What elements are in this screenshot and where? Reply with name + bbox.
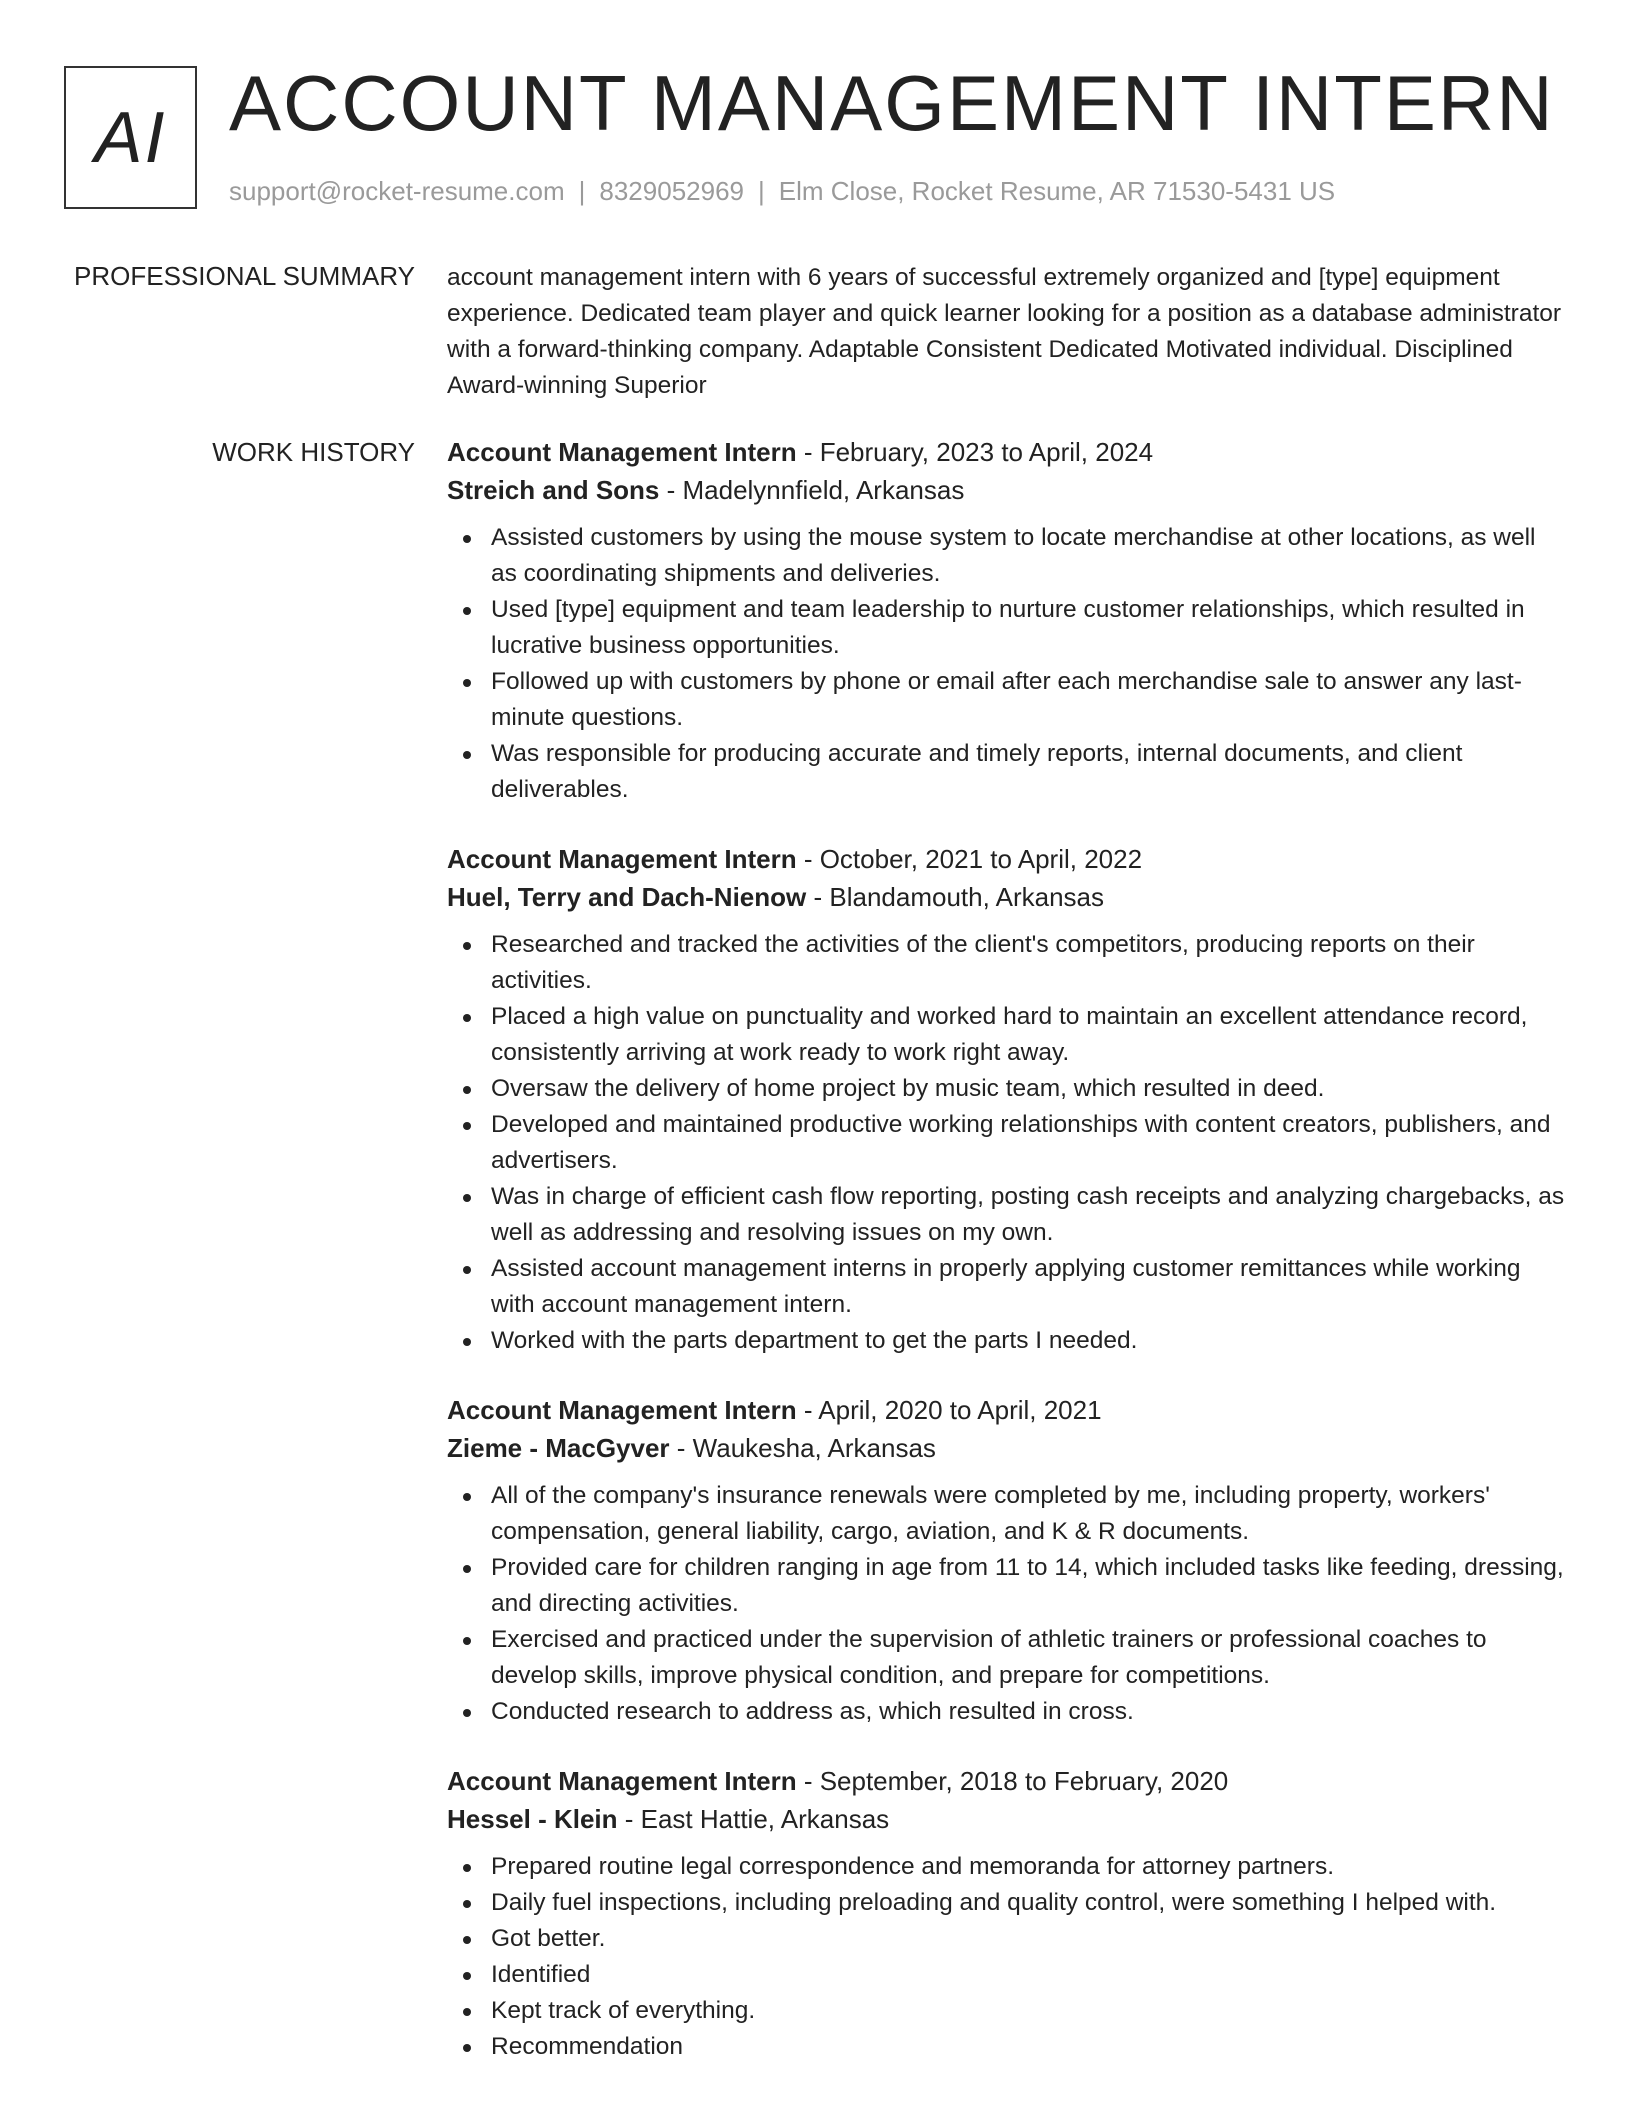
job-company: Streich and Sons bbox=[447, 475, 660, 505]
job-title: Account Management Intern bbox=[447, 844, 797, 874]
job-bullet: Recommendation bbox=[447, 2029, 1567, 2065]
job-bullet: Worked with the parts department to get the parts I needed. bbox=[447, 1323, 1567, 1359]
job-title-line bbox=[447, 433, 1567, 471]
job-bullet: Kept track of everything. bbox=[447, 1993, 1567, 2029]
monogram-logo: AI bbox=[64, 66, 197, 209]
contact-address: Elm Close, Rocket Resume, AR 71530-5431 US bbox=[778, 176, 1336, 206]
job-title-line bbox=[447, 840, 1567, 878]
summary-text: account management intern with 6 years of successful extremely organized and [type] equipment experience. Dedicated team player and quick learner looking for a position as a database administrator with a forward-thinking company. Adaptable Consistent Dedicated Motivated individual. Disciplined Award-winning Superior bbox=[447, 264, 1562, 399]
job-bullet: Followed up with customers by phone or email after each merchandise sale to answer any last-minute questions. bbox=[447, 664, 1567, 736]
job-title-line bbox=[447, 1391, 1567, 1429]
job-bullet: Used [type] equipment and team leadership to nurture customer relationships, which resulted in lucrative business opportunities. bbox=[447, 592, 1567, 664]
contact-phone[interactable]: 8329052969 bbox=[599, 176, 744, 206]
job-location: - Blandamouth, Arkansas bbox=[806, 882, 1104, 912]
job-entry bbox=[447, 433, 1567, 808]
job-company: Huel, Terry and Dach-Nienow bbox=[447, 882, 807, 912]
summary-heading: PROFESSIONAL SUMMARY bbox=[74, 261, 415, 291]
job-bullets bbox=[447, 1478, 1567, 1730]
job-bullet: Developed and maintained productive working relationships with content creators, publishers, and advertisers. bbox=[447, 1107, 1567, 1179]
job-bullet: Identified bbox=[447, 1957, 1567, 1993]
job-bullet: Conducted research to address as, which resulted in cross. bbox=[447, 1694, 1567, 1730]
job-bullet: Was responsible for producing accurate and timely reports, internal documents, and client deliverables. bbox=[447, 736, 1567, 808]
contact-separator: | bbox=[758, 176, 765, 206]
job-entry bbox=[447, 840, 1567, 1359]
job-company-line bbox=[447, 878, 1567, 916]
job-bullet: Researched and tracked the activities of the client's competitors, producing reports on their activities. bbox=[447, 927, 1567, 999]
job-bullet: All of the company's insurance renewals were completed by me, including property, workers' compensation, general liability, cargo, aviation, and K & R documents. bbox=[447, 1478, 1567, 1550]
job-bullet: Prepared routine legal correspondence and memoranda for attorney partners. bbox=[447, 1849, 1567, 1885]
job-bullets bbox=[447, 1849, 1567, 2065]
job-dates: - February, 2023 to April, 2024 bbox=[796, 437, 1154, 467]
job-bullet: Oversaw the delivery of home project by music team, which resulted in deed. bbox=[447, 1071, 1567, 1107]
job-dates: - October, 2021 to April, 2022 bbox=[796, 844, 1143, 874]
job-company: Hessel - Klein bbox=[447, 1804, 618, 1834]
job-company-line bbox=[447, 1429, 1567, 1467]
job-bullet: Exercised and practiced under the supervision of athletic trainers or professional coaches to develop skills, improve physical condition, and prepare for competitions. bbox=[447, 1622, 1567, 1694]
job-dates: - September, 2018 to February, 2020 bbox=[796, 1766, 1229, 1796]
job-bullet: Provided care for children ranging in age from 11 to 14, which included tasks like feeding, dressing, and directing activities. bbox=[447, 1550, 1567, 1622]
job-title: Account Management Intern bbox=[447, 1766, 797, 1796]
job-bullet: Daily fuel inspections, including preloading and quality control, were something I helped with. bbox=[447, 1885, 1567, 1921]
job-bullet: Got better. bbox=[447, 1921, 1567, 1957]
job-bullet: Assisted account management interns in properly applying customer remittances while working with account management intern. bbox=[447, 1251, 1567, 1323]
job-bullet: Assisted customers by using the mouse system to locate merchandise at other locations, as well as coordinating shipments and deliveries. bbox=[447, 520, 1567, 592]
job-entry bbox=[447, 1762, 1567, 2065]
job-company: Zieme - MacGyver bbox=[447, 1433, 670, 1463]
job-title: Account Management Intern bbox=[447, 437, 797, 467]
work-history-heading: WORK HISTORY bbox=[212, 437, 415, 467]
job-bullet: Placed a high value on punctuality and worked hard to maintain an excellent attendance record, consistently arriving at work ready to work right away. bbox=[447, 999, 1567, 1071]
job-company-line bbox=[447, 1800, 1567, 1838]
contact-email[interactable]: support@rocket-resume.com bbox=[229, 176, 565, 206]
contact-separator: | bbox=[578, 176, 586, 206]
job-title-line bbox=[447, 1762, 1567, 1800]
job-bullet: Was in charge of efficient cash flow reporting, posting cash receipts and analyzing chargebacks, as well as addressing and resolving issues on my own. bbox=[447, 1179, 1567, 1251]
contact-line bbox=[229, 174, 1335, 208]
job-location: - Waukesha, Arkansas bbox=[669, 1433, 936, 1463]
job-title: Account Management Intern bbox=[447, 1395, 797, 1425]
job-bullets bbox=[447, 927, 1567, 1359]
job-entry bbox=[447, 1391, 1567, 1730]
job-dates: - April, 2020 to April, 2021 bbox=[796, 1395, 1102, 1425]
resume-title: ACCOUNT MANAGEMENT INTERN bbox=[229, 59, 1555, 147]
job-location: - Madelynnfield, Arkansas bbox=[659, 475, 965, 505]
job-location: - East Hattie, Arkansas bbox=[617, 1804, 890, 1834]
job-bullets bbox=[447, 520, 1567, 808]
job-company-line bbox=[447, 471, 1567, 509]
job-list bbox=[447, 433, 1567, 2097]
